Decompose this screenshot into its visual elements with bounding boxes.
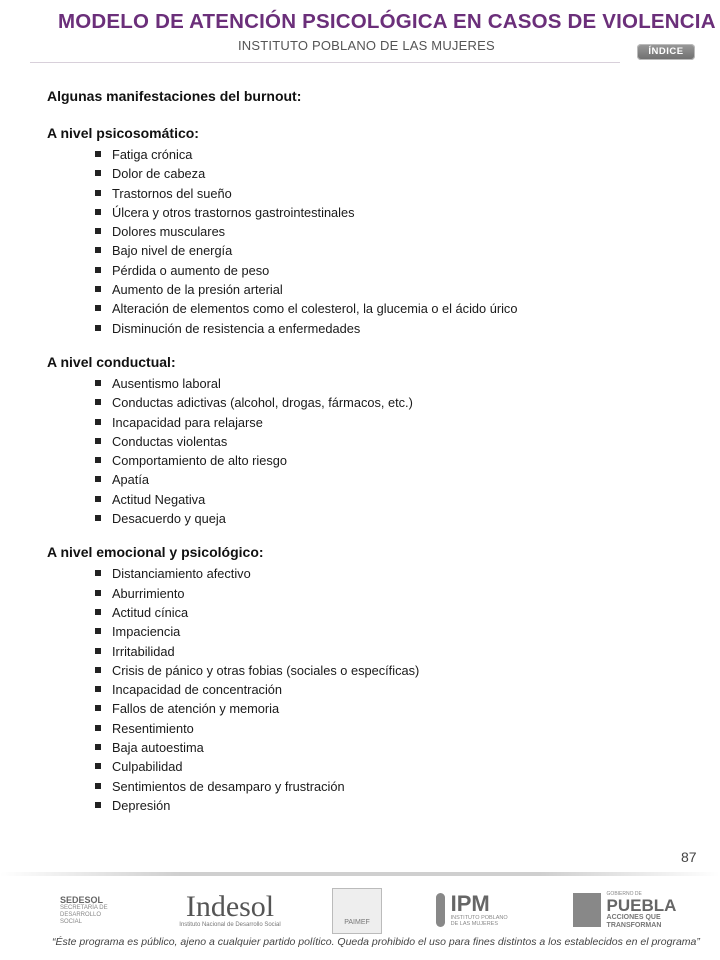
list-item	[95, 184, 687, 203]
square-bullet-icon	[95, 744, 101, 750]
indesol-logo-tagline: Instituto Nacional de Desarrollo Social	[179, 922, 281, 928]
list-item-text: Sentimientos de desamparo y frustración	[112, 778, 345, 794]
list-item-text: Fatiga crónica	[112, 147, 193, 162]
list-item-text: Resentimiento	[112, 720, 194, 736]
list-item-text: Bajo nivel de energía	[112, 243, 233, 259]
square-bullet-icon	[95, 190, 101, 196]
document-title: MODELO DE ATENCIÓN PSICOLÓGICA EN CASOS DE VIOLENCIA	[58, 10, 716, 33]
puebla-logo	[562, 888, 687, 932]
square-bullet-icon	[95, 228, 101, 234]
list-item	[95, 203, 687, 222]
list-item	[95, 719, 687, 738]
section-heading: A nivel conductual:	[47, 353, 176, 370]
list-item-text: Dolores musculares	[112, 224, 226, 240]
list-item-text: Actitud Negativa	[112, 491, 206, 507]
list-item	[95, 241, 687, 260]
ipm-logo-name: IPM	[450, 891, 490, 916]
square-bullet-icon	[95, 247, 101, 253]
list-item	[95, 261, 687, 280]
section-heading: A nivel psicosomático:	[47, 125, 199, 141]
list-item	[95, 603, 687, 622]
list-item-text: Fallos de atención y memoria	[112, 701, 280, 717]
list-item	[95, 393, 687, 412]
puebla-logo-mark-icon	[573, 893, 601, 927]
intro-heading: Algunas manifestaciones del burnout:	[47, 88, 302, 104]
list-item-text: Conductas violentas	[112, 433, 228, 449]
list-item-text: Baja autoestima	[112, 740, 204, 756]
sedesol-logo-name: SEDESOL	[60, 894, 104, 905]
list-item-text: Incapacidad de concentración	[112, 682, 283, 698]
square-bullet-icon	[95, 419, 101, 425]
list-item-text: Crisis de pánico y otras fobias (sociales o específicas)	[112, 662, 420, 678]
main-content	[47, 86, 687, 815]
list-item	[95, 584, 687, 603]
list-item-text: Culpabilidad	[112, 759, 183, 775]
list-item-text: Actitud cínica	[112, 604, 189, 620]
list-item-text: Conductas adictivas (alcohol, drogas, fármacos, etc.)	[112, 395, 413, 411]
list-item	[95, 222, 687, 241]
list-item-text: Distanciamiento afectivo	[112, 566, 251, 582]
list-item-text: Irritabilidad	[112, 643, 175, 659]
list-item	[95, 564, 687, 583]
puebla-logo-name: PUEBLA	[606, 895, 677, 915]
ipm-logo-mark-icon	[436, 893, 445, 927]
list-item-text: Apatía	[112, 472, 149, 488]
indesol-logo-name: Indesol	[185, 890, 275, 923]
list-item	[95, 738, 687, 757]
list-item	[95, 374, 687, 393]
square-bullet-icon	[95, 457, 101, 463]
square-bullet-icon	[95, 763, 101, 769]
list-item-text: Trastornos del sueño	[112, 185, 232, 201]
list-item-text: Úlcera y otros trastornos gastrointestinales	[112, 204, 355, 220]
square-bullet-icon	[95, 496, 101, 502]
square-bullet-icon	[95, 783, 101, 789]
list-item	[95, 470, 687, 489]
sedesol-logo-tagline: SECRETARÍA DE DESARROLLO SOCIAL	[60, 904, 108, 925]
square-bullet-icon	[95, 438, 101, 444]
list-item-text: Depresión	[112, 797, 171, 813]
square-bullet-icon	[95, 725, 101, 731]
bullet-list	[47, 564, 687, 815]
list-item-text: Ausentismo laboral	[112, 375, 221, 391]
list-item	[95, 490, 687, 509]
list-item	[95, 299, 687, 318]
list-item-text: Incapacidad para relajarse	[112, 414, 263, 430]
list-item-text: Aburrimiento	[112, 585, 185, 601]
list-item-text: Alteración de elementos como el colesterol, la glucemia o el ácido úrico	[112, 301, 518, 317]
paimef-logo-name: PAIMEF	[344, 918, 370, 926]
bullet-list	[47, 374, 687, 528]
list-item	[95, 680, 687, 699]
ipm-logo-tagline: INSTITUTO POBLANO DE LAS MUJERES	[450, 915, 508, 927]
square-bullet-icon	[95, 325, 101, 331]
header-divider	[30, 62, 620, 63]
list-item	[95, 796, 687, 815]
list-item-text: Aumento de la presión arterial	[112, 282, 283, 298]
program-disclaimer: “Éste programa es público, ajeno a cualquier partido político. Queda prohibido el uso para fines distintos a los establecidos en el programa”	[52, 936, 700, 948]
footer-divider	[0, 872, 720, 876]
list-item	[95, 509, 687, 528]
list-item	[95, 757, 687, 776]
square-bullet-icon	[95, 209, 101, 215]
square-bullet-icon	[95, 628, 101, 634]
list-item-text: Pérdida o aumento de peso	[112, 262, 270, 278]
sedesol-logo	[60, 888, 124, 932]
square-bullet-icon	[95, 590, 101, 596]
indesol-logo	[175, 888, 285, 932]
ipm-logo	[436, 888, 516, 932]
institute-subtitle: INSTITUTO POBLANO DE LAS MUJERES	[238, 38, 495, 53]
list-item	[95, 280, 687, 299]
list-item	[95, 642, 687, 661]
list-item-text: Desacuerdo y queja	[112, 511, 226, 527]
square-bullet-icon	[95, 380, 101, 386]
paimef-logo	[332, 888, 382, 934]
list-item-text: Impaciencia	[112, 624, 181, 640]
puebla-logo-pre: GOBIERNO DE	[606, 890, 642, 897]
square-bullet-icon	[95, 515, 101, 521]
square-bullet-icon	[95, 170, 101, 176]
square-bullet-icon	[95, 305, 101, 311]
list-item	[95, 164, 687, 183]
page-number: 87	[681, 849, 697, 865]
list-item-text: Disminución de resistencia a enfermedades	[112, 320, 361, 336]
list-item	[95, 451, 687, 470]
square-bullet-icon	[95, 686, 101, 692]
bullet-list	[47, 145, 687, 338]
square-bullet-icon	[95, 570, 101, 576]
square-bullet-icon	[95, 267, 101, 273]
square-bullet-icon	[95, 609, 101, 615]
square-bullet-icon	[95, 648, 101, 654]
index-button[interactable]: ÍNDICE	[637, 44, 695, 60]
square-bullet-icon	[95, 476, 101, 482]
section-heading: A nivel emocional y psicológico:	[47, 544, 264, 561]
list-item	[95, 319, 687, 338]
square-bullet-icon	[95, 286, 101, 292]
list-item-text: Comportamiento de alto riesgo	[112, 453, 287, 469]
list-item	[95, 777, 687, 796]
list-item	[95, 413, 687, 432]
square-bullet-icon	[95, 802, 101, 808]
square-bullet-icon	[95, 151, 101, 157]
puebla-logo-tagline-2: TRANSFORMAN	[606, 921, 662, 929]
list-item	[95, 145, 687, 164]
list-item	[95, 699, 687, 718]
square-bullet-icon	[95, 667, 101, 673]
square-bullet-icon	[95, 399, 101, 405]
puebla-logo-tagline-1: ACCIONES QUE	[606, 913, 661, 921]
list-item	[95, 661, 687, 680]
square-bullet-icon	[95, 705, 101, 711]
list-item	[95, 622, 687, 641]
list-item	[95, 432, 687, 451]
list-item-text: Dolor de cabeza	[112, 166, 206, 182]
